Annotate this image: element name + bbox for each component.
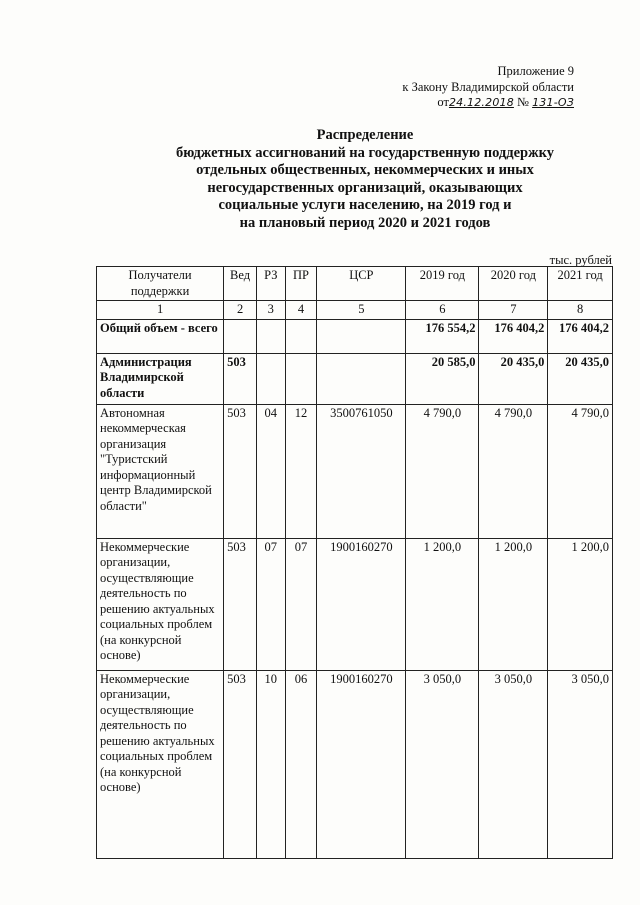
- ved-code: 503: [224, 404, 257, 538]
- col-number: 4: [285, 301, 317, 320]
- appendix-law: к Закону Владимирской области: [402, 79, 574, 94]
- csr-code: 3500761050: [317, 404, 406, 538]
- amount-2019: 20 585,0: [406, 353, 479, 404]
- col-number: 2: [224, 301, 257, 320]
- header-rz: РЗ: [256, 267, 285, 301]
- pr-code: 06: [285, 670, 317, 858]
- col-number: 6: [406, 301, 479, 320]
- table-row: [97, 670, 613, 858]
- header-pr: ПР: [285, 267, 317, 301]
- csr-code: [317, 319, 406, 353]
- col-number: 3: [256, 301, 285, 320]
- header-ved: Вед: [224, 267, 257, 301]
- title-line-5: социальные услуги населению, на 2019 год и: [218, 197, 512, 213]
- col-number: 5: [317, 301, 406, 320]
- amount-2020: 4 790,0: [479, 404, 548, 538]
- amount-2021: 20 435,0: [548, 353, 613, 404]
- col-number: 7: [479, 301, 548, 320]
- ved-code: 503: [224, 353, 257, 404]
- pr-code: [285, 353, 317, 404]
- ved-code: [224, 319, 257, 353]
- table-row: [97, 404, 613, 538]
- col-number: 1: [97, 301, 224, 320]
- document-title: [0, 127, 640, 232]
- amount-2019: 4 790,0: [406, 404, 479, 538]
- amount-2020: 176 404,2: [479, 319, 548, 353]
- number-prefix: №: [517, 95, 529, 109]
- pr-code: 12: [285, 404, 317, 538]
- amount-2019: 3 050,0: [406, 670, 479, 858]
- amount-2021: 3 050,0: [548, 670, 613, 858]
- rz-code: 07: [256, 538, 285, 670]
- pr-code: [285, 319, 317, 353]
- csr-code: 1900160270: [317, 538, 406, 670]
- table-row: [97, 353, 613, 404]
- amount-2019: 1 200,0: [406, 538, 479, 670]
- table-header-row: [97, 267, 613, 301]
- number-value: 131-ОЗ: [532, 96, 574, 109]
- rz-code: [256, 319, 285, 353]
- amount-2020: 3 050,0: [479, 670, 548, 858]
- title-line-4: негосударственных организаций, оказывающих: [207, 179, 523, 196]
- amount-2020: 20 435,0: [479, 353, 548, 404]
- appendix-date-line: [402, 95, 574, 111]
- col-number: 8: [548, 301, 613, 320]
- pr-code: 07: [285, 538, 317, 670]
- table-row: [97, 319, 613, 353]
- header-csr: ЦСР: [317, 267, 406, 301]
- header-2019: 2019 год: [406, 267, 479, 301]
- rz-code: [256, 353, 285, 404]
- unit-label: тыс. рублей: [549, 253, 612, 267]
- table-row: [97, 538, 613, 670]
- amount-2021: 1 200,0: [548, 538, 613, 670]
- csr-code: [317, 353, 406, 404]
- title-line-1: Распределение: [316, 127, 414, 143]
- recipient-name: Общий объем - всего: [97, 319, 224, 353]
- amount-2021: 176 404,2: [548, 319, 613, 353]
- amount-2019: 176 554,2: [406, 319, 479, 353]
- rz-code: 04: [256, 404, 285, 538]
- header-2020: 2020 год: [479, 267, 548, 301]
- header-2021: 2021 год: [548, 267, 613, 301]
- ved-code: 503: [224, 670, 257, 858]
- appendix-title: Приложение 9: [497, 64, 574, 78]
- recipient-name: Администрация Владимирской области: [97, 353, 224, 404]
- ved-code: 503: [224, 538, 257, 670]
- appendix-header: [402, 64, 574, 111]
- title-line-2: бюджетных ассигнований на государственную поддержку: [175, 144, 555, 161]
- allocation-table: [96, 266, 613, 859]
- recipient-name: Некоммерческие организации, осуществляющие деятельность по решению актуальных социальных проблем (на конкурсной основе): [97, 538, 224, 670]
- title-line-6: на плановый период 2020 и 2021 годов: [239, 214, 491, 231]
- amount-2021: 4 790,0: [548, 404, 613, 538]
- column-number-row: [97, 301, 613, 320]
- recipient-name: Автономная некоммерческая организация "Туристский информационный центр Владимирской области": [97, 404, 224, 538]
- date-prefix: от: [437, 95, 449, 109]
- amount-2020: 1 200,0: [479, 538, 548, 670]
- header-recipients: Получатели поддержки: [97, 267, 224, 301]
- rz-code: 10: [256, 670, 285, 858]
- date-value: 24.12.2018: [448, 96, 514, 109]
- csr-code: 1900160270: [317, 670, 406, 858]
- title-line-3: отдельных общественных, некоммерческих и иных: [196, 162, 534, 178]
- recipient-name: Некоммерческие организации, осуществляющие деятельность по решению актуальных социальных проблем (на конкурсной основе): [97, 670, 224, 858]
